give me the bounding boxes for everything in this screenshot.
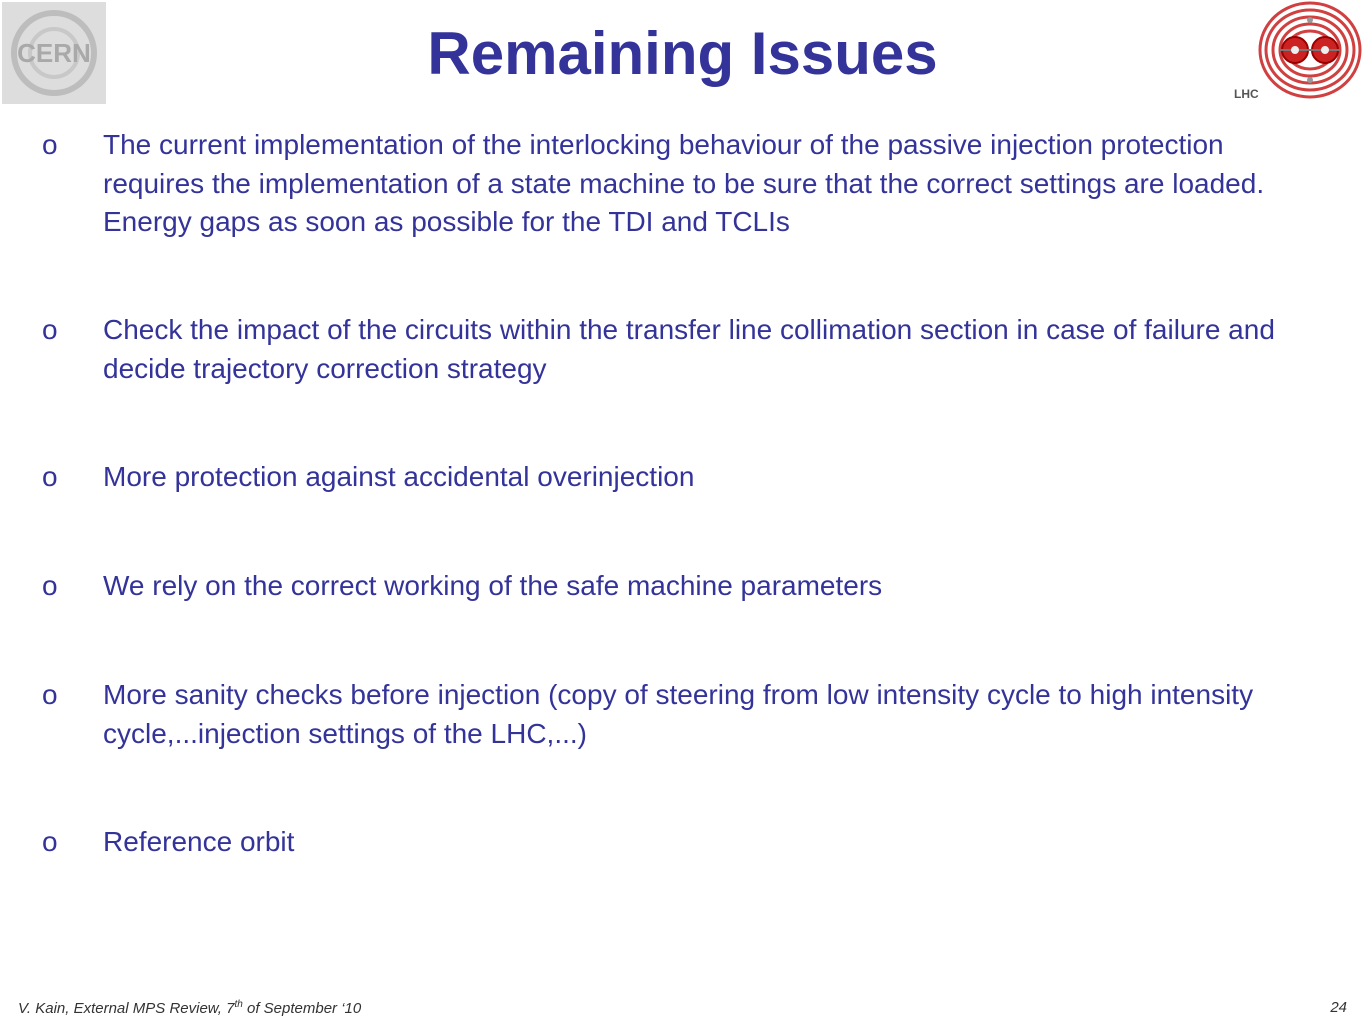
bullet-text: The current implementation of the interlocking behaviour of the passive injection protection requires the implementation of a state machine to be sure that the correct settings are loaded. Energy gaps as soon as possible for the TDI and TCLIs: [103, 129, 1265, 237]
bullet-marker: o: [42, 826, 58, 857]
bullet-item: [42, 458, 1312, 497]
bullet-marker: o: [42, 129, 58, 160]
bullet-text: Check the impact of the circuits within the transfer line collimation section in case of failure and decide trajectory correction strategy: [103, 314, 1275, 384]
bullet-marker: o: [42, 570, 58, 601]
page-number: 24: [1330, 999, 1347, 1016]
bullet-item: [42, 311, 1312, 388]
page-title: Remaining Issues: [427, 20, 938, 87]
bullet-item: [42, 126, 1312, 242]
bullet-marker: o: [42, 314, 58, 345]
bullet-marker: o: [42, 461, 58, 492]
bullet-marker: o: [42, 679, 58, 710]
bullet-text: More protection against accidental overinjection: [103, 461, 695, 492]
bullet-text: More sanity checks before injection (copy of steering from low intensity cycle to high intensity cycle,...injection settings of the LHC,...): [103, 679, 1254, 749]
bullet-item: [42, 567, 1312, 606]
cern-logo-text: CERN: [17, 38, 91, 68]
bullet-text: Reference orbit: [103, 826, 295, 857]
bullet-item: [42, 823, 1312, 862]
bullet-text: We rely on the correct working of the safe machine parameters: [103, 570, 883, 601]
footer-author: [18, 999, 361, 1017]
footer-author-date: of September ‘10: [242, 1000, 362, 1017]
bullet-item: [42, 676, 1312, 753]
lhc-logo: [1255, 0, 1365, 104]
footer-author-sup: th: [234, 999, 243, 1010]
footer-author-text: V. Kain, External MPS Review, 7: [18, 1000, 235, 1017]
lhc-label: LHC: [1234, 87, 1259, 101]
